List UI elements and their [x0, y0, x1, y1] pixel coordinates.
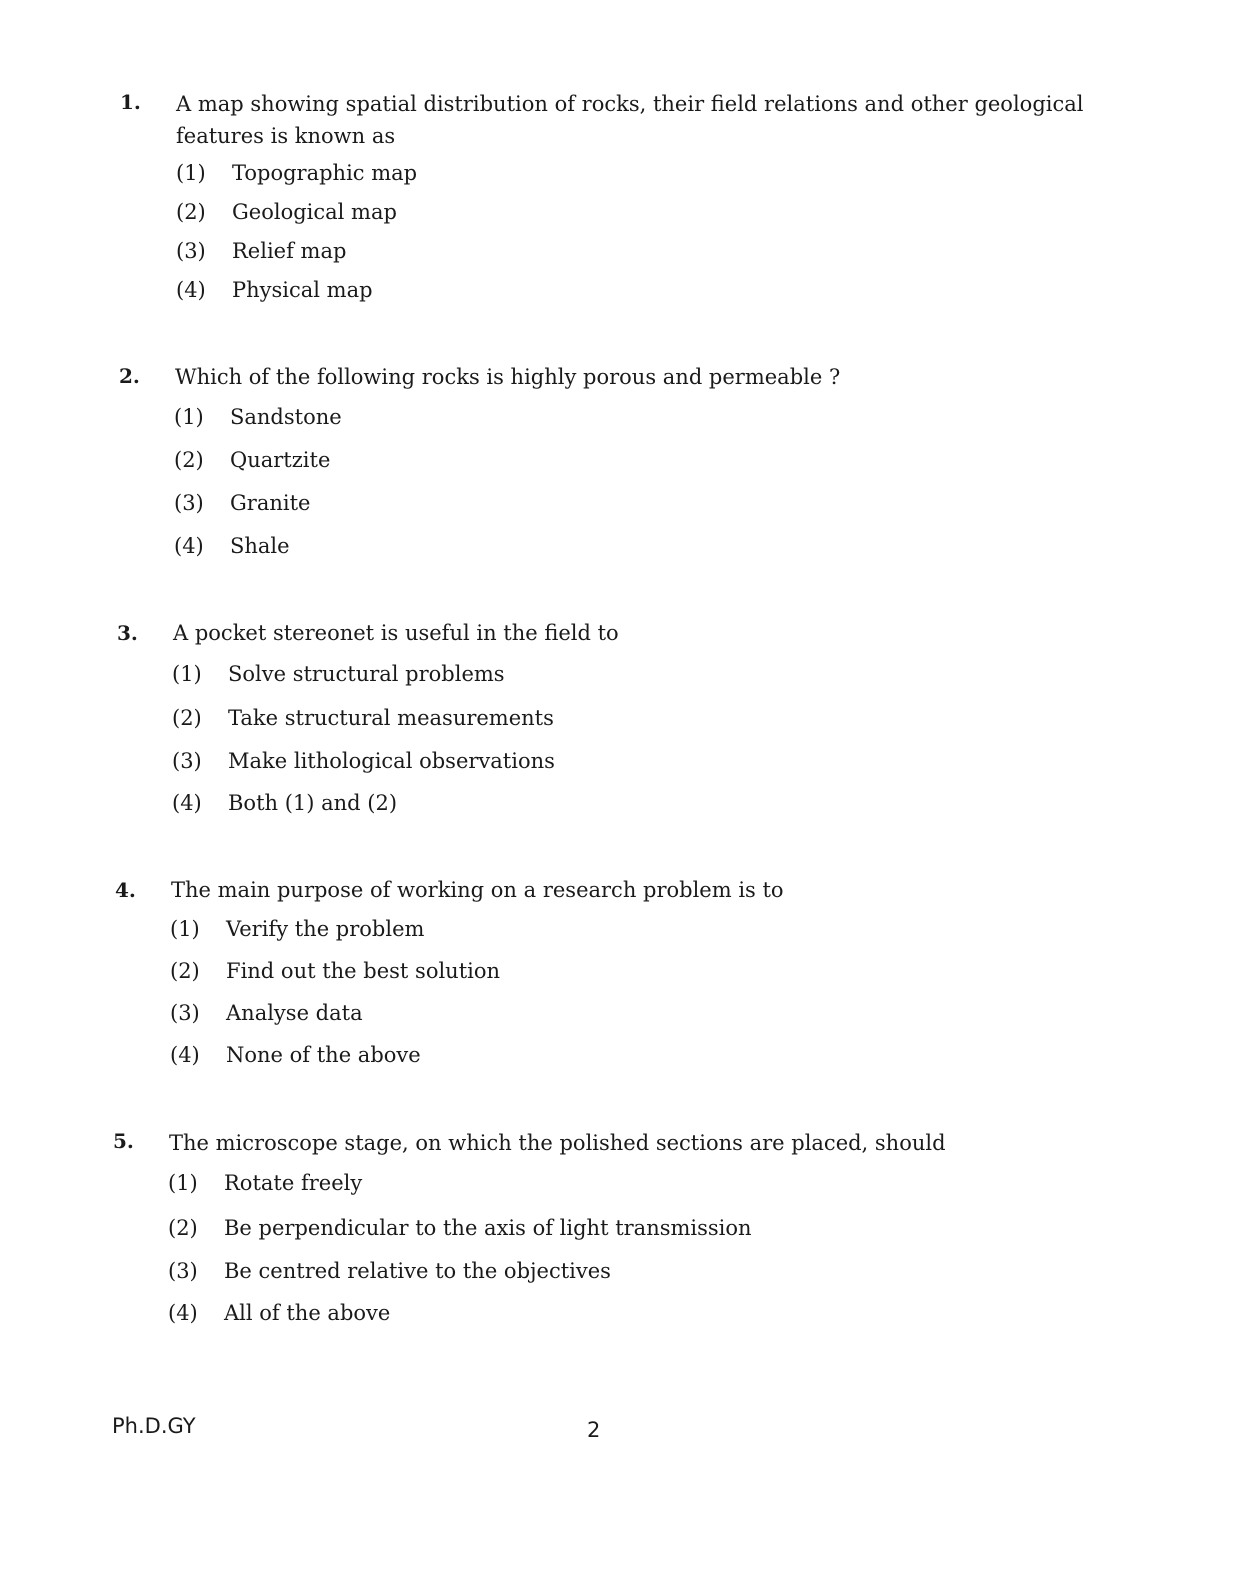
option-4: [170, 1040, 421, 1070]
option-1: [172, 659, 505, 689]
option-text: Verify the problem: [226, 917, 425, 941]
option-2: [174, 445, 330, 475]
option-text: Both (1) and (2): [228, 791, 398, 815]
question-text: Which of the following rocks is highly porous and permeable ?: [175, 365, 841, 389]
option-number: (1): [172, 662, 202, 686]
option-number: (3): [168, 1259, 198, 1283]
option-number: (4): [172, 791, 202, 815]
option-number: (1): [176, 161, 206, 185]
option-4: [174, 531, 290, 561]
option-number: (4): [174, 534, 204, 558]
option-text: Analyse data: [226, 1001, 363, 1025]
option-number: (1): [174, 405, 204, 429]
option-2: [172, 703, 554, 733]
question-text: The microscope stage, on which the polished sections are placed, should: [169, 1131, 946, 1155]
option-text: Quartzite: [230, 448, 331, 472]
option-text: Physical map: [232, 278, 373, 302]
option-number: (2): [172, 706, 202, 730]
option-number: (4): [168, 1301, 198, 1325]
option-text: Shale: [230, 534, 290, 558]
paper-code: Ph.D.GY: [112, 1414, 196, 1438]
option-text: Make lithological observations: [228, 749, 555, 773]
option-3: [168, 1256, 611, 1286]
option-number: (2): [168, 1216, 198, 1240]
option-2: [176, 197, 397, 227]
question-number: 4.: [115, 878, 136, 902]
option-text: Relief map: [232, 239, 347, 263]
option-text: Topographic map: [232, 161, 418, 185]
option-1: [174, 402, 342, 432]
option-number: (1): [168, 1171, 198, 1195]
option-number: (3): [170, 1001, 200, 1025]
option-2: [168, 1213, 752, 1243]
option-text: Solve structural problems: [228, 662, 505, 686]
option-4: [172, 788, 397, 818]
option-text: Granite: [230, 491, 311, 515]
question-number: 5.: [113, 1129, 134, 1153]
option-3: [172, 746, 555, 776]
question-text: A map showing spatial distribution of rocks, their field relations and other geological features is known as: [176, 92, 1084, 148]
option-text: None of the above: [226, 1043, 421, 1067]
option-text: Find out the best solution: [226, 959, 501, 983]
option-text: All of the above: [224, 1301, 391, 1325]
option-number: (1): [170, 917, 200, 941]
option-text: Be centred relative to the objectives: [224, 1259, 611, 1283]
option-3: [170, 998, 363, 1028]
option-text: Rotate freely: [224, 1171, 363, 1195]
option-2: [170, 956, 500, 986]
option-text: Sandstone: [230, 405, 342, 429]
question-number: 1.: [120, 90, 141, 114]
option-number: (2): [176, 200, 206, 224]
option-number: (2): [174, 448, 204, 472]
question-text: A pocket stereonet is useful in the field to: [173, 621, 619, 645]
question-text: The main purpose of working on a research problem is to: [171, 878, 784, 902]
question-number: 3.: [117, 621, 138, 645]
option-4: [168, 1298, 390, 1328]
option-3: [176, 236, 346, 266]
option-text: Take structural measurements: [228, 706, 554, 730]
option-1: [168, 1168, 362, 1198]
option-1: [176, 158, 417, 188]
option-3: [174, 488, 310, 518]
option-number: (4): [170, 1043, 200, 1067]
page-number: 2: [587, 1418, 601, 1442]
question-number: 2.: [119, 364, 140, 388]
option-1: [170, 914, 424, 944]
option-4: [176, 275, 373, 305]
option-number: (4): [176, 278, 206, 302]
option-number: (2): [170, 959, 200, 983]
option-number: (3): [174, 491, 204, 515]
option-text: Be perpendicular to the axis of light transmission: [224, 1216, 752, 1240]
option-number: (3): [176, 239, 206, 263]
option-number: (3): [172, 749, 202, 773]
option-text: Geological map: [232, 200, 397, 224]
